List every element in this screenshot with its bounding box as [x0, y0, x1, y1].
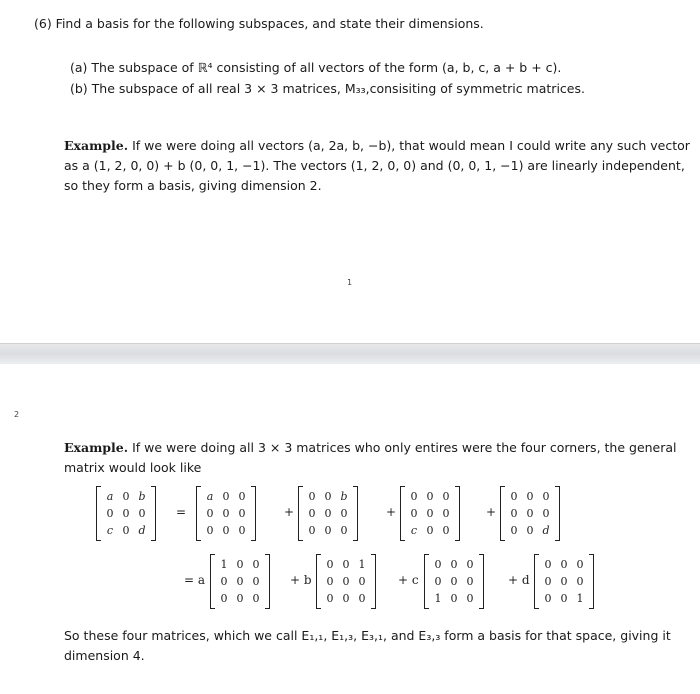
matrix-entry: 0	[326, 592, 334, 605]
plus-sign: +	[386, 505, 397, 519]
matrix-entry: 0	[358, 575, 366, 588]
matrix-entry: 0	[220, 575, 228, 588]
matrix-entry: 1	[358, 558, 366, 571]
matrix-entry: 0	[342, 592, 350, 605]
plus-sign: +	[284, 505, 295, 519]
matrix-entry: 0	[466, 592, 474, 605]
conclusion-paragraph: So these four matrices, which we call E₁,₁, E₁,₃, E₃,₁, and E₃,₃ form a basis for that space, giving it dimension 4.	[64, 628, 671, 663]
matrix-entry: 0	[510, 507, 518, 520]
matrix-entry: 0	[410, 507, 418, 520]
matrix-entry: 0	[106, 507, 114, 520]
matrix-entry: 0	[442, 490, 450, 503]
page-1	[0, 0, 700, 340]
example-paragraph	[64, 136, 690, 196]
matrix-entry: 0	[466, 575, 474, 588]
example-2-label: Example.	[64, 440, 129, 455]
matrix-entry: 0	[308, 490, 316, 503]
matrix-e13	[316, 556, 376, 607]
matrix-entry: 0	[544, 575, 552, 588]
matrix-entry: 0	[426, 490, 434, 503]
matrix-entry: 1	[434, 592, 442, 605]
matrix-entry: 0	[308, 524, 316, 537]
matrix-entry: 0	[510, 490, 518, 503]
matrix-e33	[534, 556, 594, 607]
matrix-entry: 0	[326, 575, 334, 588]
matrix-entry: 0	[450, 575, 458, 588]
matrix-entry: 0	[510, 524, 518, 537]
matrix-entry: 1	[576, 592, 584, 605]
matrix-entry: 0	[324, 507, 332, 520]
example-2-paragraph	[64, 438, 690, 478]
part-a: (a) The subspace of ℝ⁴ consisting of all vectors of the form (a, b, c, a + b + c).	[70, 60, 562, 75]
matrix-entry: 0	[560, 575, 568, 588]
matrix-entry: 0	[410, 490, 418, 503]
matrix-entry: 0	[442, 524, 450, 537]
matrix-entry: 0	[466, 558, 474, 571]
coef-d: + d	[508, 573, 530, 587]
matrix-entry: 0	[222, 507, 230, 520]
matrix-entry: 0	[236, 592, 244, 605]
matrix-entry: 0	[434, 575, 442, 588]
matrix-entry: 0	[544, 592, 552, 605]
matrix-entry: c	[106, 524, 114, 537]
matrix-entry: 0	[560, 558, 568, 571]
matrix-entry: 0	[222, 524, 230, 537]
matrix-entry: 0	[122, 507, 130, 520]
matrix-entry: 0	[220, 592, 228, 605]
margin-page-number: 2	[14, 410, 20, 419]
matrix-entry: 0	[122, 490, 130, 503]
matrix-entry: 0	[426, 524, 434, 537]
matrix-entry: c	[410, 524, 418, 537]
matrix-entry: 0	[542, 507, 550, 520]
matrix-a-term	[196, 488, 256, 539]
page-separator	[0, 343, 700, 365]
page-number: 1	[347, 278, 353, 287]
matrix-entry: 0	[252, 575, 260, 588]
matrix-entry: 0	[442, 507, 450, 520]
matrix-e11	[210, 556, 270, 607]
part-b: (b) The subspace of all real 3 × 3 matrices, M₃₃,consisiting of symmetric matrices.	[70, 81, 585, 96]
matrix-entry: 0	[526, 490, 534, 503]
matrix-entry: 0	[138, 507, 146, 520]
page-2	[0, 364, 700, 694]
example-label: Example.	[64, 138, 129, 153]
matrix-e31	[424, 556, 484, 607]
matrix-general	[96, 488, 156, 539]
matrix-entry: d	[138, 524, 146, 537]
plus-sign: +	[486, 505, 497, 519]
matrix-entry: 0	[340, 507, 348, 520]
matrix-entry: 0	[542, 490, 550, 503]
matrix-entry: 0	[576, 558, 584, 571]
matrix-entry: 0	[324, 524, 332, 537]
example-2-text: If we were doing all 3 × 3 matrices who only entires were the four corners, the general matrix would look like	[64, 440, 677, 475]
equation-row-1	[0, 488, 700, 548]
matrix-entry: 0	[526, 524, 534, 537]
matrix-entry: b	[340, 490, 348, 503]
matrix-entry: 0	[238, 490, 246, 503]
matrix-entry: 0	[252, 592, 260, 605]
matrix-entry: 0	[434, 558, 442, 571]
matrix-d-term	[500, 488, 560, 539]
matrix-b-term	[298, 488, 358, 539]
coef-c: + c	[398, 573, 419, 587]
matrix-entry: 0	[238, 507, 246, 520]
matrix-entry: 0	[342, 575, 350, 588]
matrix-entry: 0	[122, 524, 130, 537]
matrix-entry: 0	[324, 490, 332, 503]
matrix-entry: a	[106, 490, 114, 503]
example-text: If we were doing all vectors (a, 2a, b, −b), that would mean I could write any such vector as a (1, 2, 0, 0) + b (0, 0, 1, −1). The vectors (1, 2, 0, 0) and (0, 0, 1, −1) are linearly independent, so they form a basis, giving dimension 2.	[64, 138, 690, 193]
matrix-entry: 0	[576, 575, 584, 588]
matrix-entry: 0	[340, 524, 348, 537]
matrix-entry: 0	[308, 507, 316, 520]
equals-sign: =	[176, 505, 187, 519]
equals-a: = a	[184, 573, 206, 587]
matrix-entry: 0	[426, 507, 434, 520]
matrix-entry: 0	[206, 524, 214, 537]
equation-row-2	[0, 556, 700, 616]
matrix-entry: 0	[236, 558, 244, 571]
matrix-entry: 0	[526, 507, 534, 520]
matrix-entry: 0	[252, 558, 260, 571]
matrix-entry: 0	[450, 592, 458, 605]
matrix-entry: 0	[238, 524, 246, 537]
matrix-c-term	[400, 488, 460, 539]
problem-heading: (6) Find a basis for the following subspaces, and state their dimensions.	[34, 16, 484, 31]
matrix-entry: b	[138, 490, 146, 503]
matrix-entry: 0	[560, 592, 568, 605]
matrix-entry: 0	[236, 575, 244, 588]
coef-b: + b	[290, 573, 312, 587]
matrix-entry: 0	[326, 558, 334, 571]
matrix-entry: 0	[450, 558, 458, 571]
matrix-entry: d	[542, 524, 550, 537]
matrix-entry: 0	[222, 490, 230, 503]
matrix-entry: a	[206, 490, 214, 503]
matrix-entry: 0	[358, 592, 366, 605]
matrix-entry: 1	[220, 558, 228, 571]
matrix-entry: 0	[544, 558, 552, 571]
matrix-entry: 0	[206, 507, 214, 520]
matrix-entry: 0	[342, 558, 350, 571]
